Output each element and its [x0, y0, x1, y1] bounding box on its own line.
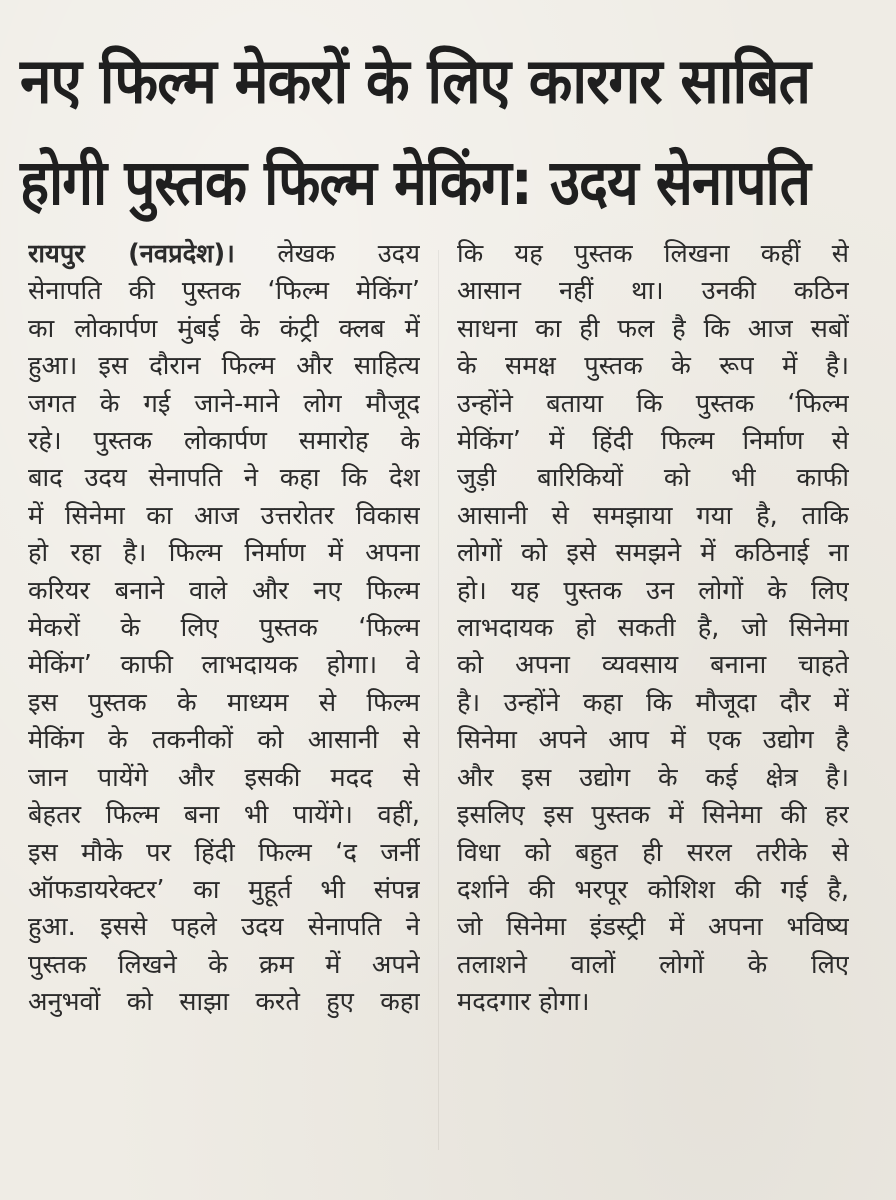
body-line: साधना का ही फल है कि आज सबों [457, 313, 849, 344]
body-line: में सिनेमा का आज उत्तरोतर विकास [28, 500, 420, 531]
body-line: तलाशने वालों लोगों के लिए [457, 949, 849, 980]
body-line: पुस्तक लिखने के क्रम में अपने [28, 949, 420, 980]
body-line: इस पुस्तक के माध्यम से फिल्म [28, 687, 420, 718]
body-line: है। उन्होंने कहा कि मौजूदा दौर में [457, 687, 849, 718]
body-line: जुड़ी बारिकियों को भी काफी [457, 463, 849, 494]
body-line: मेकिंग’ में हिंदी फिल्म निर्माण से [457, 426, 849, 457]
body-line: जगत के गई जाने-माने लोग मौजूद [28, 388, 420, 419]
body-line: आसानी से समझाया गया है, ताकि [457, 500, 849, 531]
body-line: आसान नहीं था। उनकी कठिन [457, 276, 849, 307]
body-line: मददगार होगा। [457, 987, 590, 1018]
body-line: लाभदायक हो सकती है, जो सिनेमा [457, 613, 849, 644]
body-line: इसलिए इस पुस्तक में सिनेमा की हर [457, 800, 849, 831]
article-column-right [457, 236, 849, 1022]
body-line [28, 236, 420, 273]
body-line: दर्शाने की भरपूर कोशिश की गई है, [457, 874, 849, 905]
body-line: मेकरों के लिए पुस्तक ‘फिल्म [28, 613, 420, 644]
body-line: मेकिंग’ काफी लाभदायक होगा। वे [28, 650, 420, 681]
body-line: को अपना व्यवसाय बनाना चाहते [457, 650, 849, 681]
body-line: और इस उद्योग के कई क्षेत्र है। [457, 762, 849, 793]
body-line: रहे। पुस्तक लोकार्पण समारोह के [28, 426, 420, 457]
headline-line-2: होगी पुस्तक फिल्म मेकिंग: उदय सेनापति [20, 145, 810, 219]
body-line: जान पायेंगे और इसकी मदद से [28, 762, 420, 793]
body-line: कि यह पुस्तक लिखना कहीं से [457, 239, 849, 269]
body-line: विधा को बहुत ही सरल तरीके से [457, 837, 849, 868]
body-line: हुआ। इस दौरान फिल्म और साहित्य [28, 351, 420, 382]
headline-line-1: नए फिल्म मेकरों के लिए कारगर साबित [20, 44, 810, 118]
body-line: बेहतर फिल्म बना भी पायेंगे। वहीं, [28, 800, 420, 831]
body-line: हुआ. इससे पहले उदय सेनापति ने [28, 912, 420, 943]
body-line: करियर बनाने वाले और नए फिल्म [28, 575, 420, 606]
body-line: ऑफडायरेक्टर’ का मुहूर्त भी संपन्न [28, 874, 420, 905]
body-line: बाद उदय सेनापति ने कहा कि देश [28, 463, 420, 494]
body-line: के समक्ष पुस्तक के रूप में है। [457, 351, 849, 382]
body-line: जो सिनेमा इंडस्ट्री में अपना भविष्य [457, 912, 849, 943]
body-line: हो। यह पुस्तक उन लोगों के लिए [457, 575, 849, 606]
article-column-left [28, 236, 420, 1022]
body-line: उन्होंने बताया कि पुस्तक ‘फिल्म [457, 388, 849, 419]
headline [20, 30, 880, 233]
column-divider [438, 250, 439, 1150]
body-line: सिनेमा अपने आप में एक उद्योग है [457, 725, 849, 756]
body-text: लेखक उदय [234, 239, 420, 269]
body-line: का लोकार्पण मुंबई के कंट्री क्लब में [28, 313, 420, 344]
body-line: सेनापति की पुस्तक ‘फिल्म मेकिंग’ [28, 276, 420, 307]
body-line: इस मौके पर हिंदी फिल्म ‘द जर्नी [28, 837, 420, 868]
body-line: हो रहा है। फिल्म निर्माण में अपना [28, 538, 420, 569]
body-line: मेकिंग के तकनीकों को आसानी से [28, 725, 420, 756]
body-line: अनुभवों को साझा करते हुए कहा [28, 987, 420, 1018]
body-line: लोगों को इसे समझने में कठिनाई ना [457, 538, 849, 569]
dateline: रायपुर (नवप्रदेश)। [28, 239, 235, 269]
